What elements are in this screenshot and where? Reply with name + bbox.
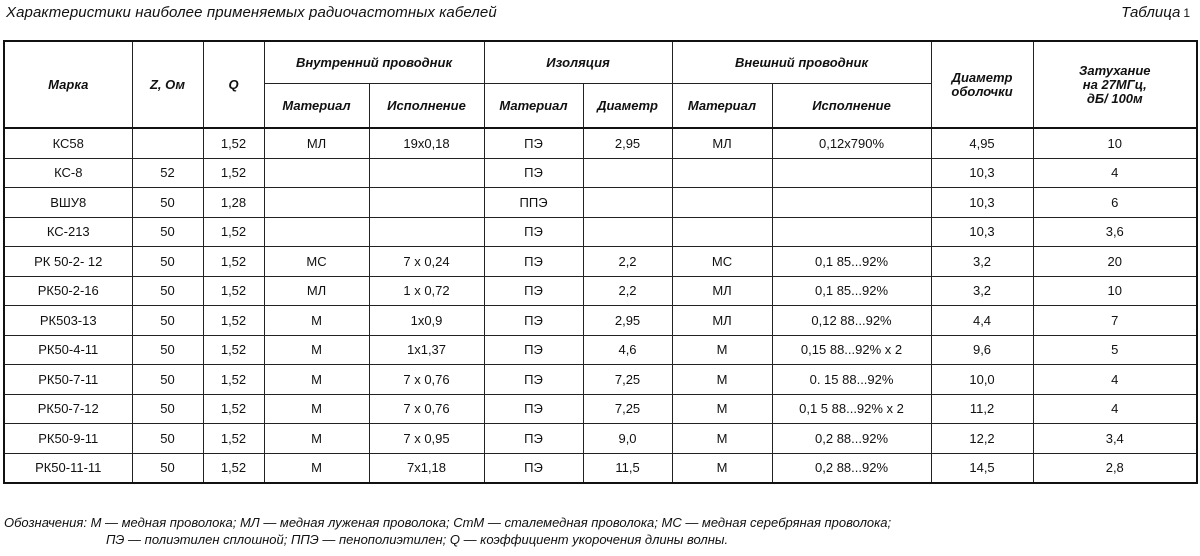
cell-q: 1,52 — [203, 365, 264, 395]
cell-insulation-material: ПЭ — [484, 365, 583, 395]
cell-insulation-material: ПЭ — [484, 158, 583, 188]
cell-inner-material: М — [264, 365, 369, 395]
header-q: Q — [203, 41, 264, 128]
cell-outer-execution — [772, 158, 931, 188]
table-row — [4, 306, 1197, 336]
table-label — [1121, 4, 1190, 21]
cell-sheath-diameter: 12,2 — [931, 424, 1033, 454]
table-number: 1 — [1183, 6, 1190, 20]
cell-insulation-diameter — [583, 188, 672, 218]
cell-marka: КС-213 — [4, 217, 132, 247]
table-row — [4, 158, 1197, 188]
cell-sheath-diameter: 14,5 — [931, 453, 1033, 483]
cell-inner-material: М — [264, 335, 369, 365]
cell-outer-execution: 0,2 88...92% — [772, 453, 931, 483]
cell-z: 50 — [132, 424, 203, 454]
cell-marka: РК50-4-11 — [4, 335, 132, 365]
cell-attenuation: 20 — [1033, 247, 1197, 277]
cell-outer-execution: 0,1 5 88...92% x 2 — [772, 394, 931, 424]
cell-outer-material: М — [672, 424, 772, 454]
cell-attenuation: 10 — [1033, 128, 1197, 158]
legend-line1: Обозначения: М — медная проволока; МЛ — медная луженая проволока; СтМ — сталемедная проволока; МС — медная серебряная проволока; — [4, 515, 892, 530]
cell-inner-execution: 1x1,37 — [369, 335, 484, 365]
cell-inner-execution: 1x0,9 — [369, 306, 484, 336]
cell-outer-execution: 0,2 88...92% — [772, 424, 931, 454]
table-header — [4, 41, 1197, 128]
cell-inner-execution: 7 x 0,76 — [369, 394, 484, 424]
cell-outer-execution: 0. 15 88...92% — [772, 365, 931, 395]
cell-insulation-material: ПЭ — [484, 128, 583, 158]
cell-inner-execution: 7 x 0,24 — [369, 247, 484, 277]
cell-z: 52 — [132, 158, 203, 188]
header-outer-conductor: Внешний проводник — [672, 41, 931, 84]
cell-attenuation: 6 — [1033, 188, 1197, 218]
table-body — [4, 128, 1197, 483]
cell-attenuation: 7 — [1033, 306, 1197, 336]
cell-insulation-material: ПЭ — [484, 394, 583, 424]
header-marka: Марка — [4, 41, 132, 128]
cell-q: 1,52 — [203, 453, 264, 483]
header-insulation-diameter: Диаметр — [583, 84, 672, 129]
cell-insulation-diameter: 2,95 — [583, 128, 672, 158]
cell-marka: РК50-7-11 — [4, 365, 132, 395]
cell-outer-material: М — [672, 394, 772, 424]
header-attenuation-line1: Затухание — [1079, 62, 1151, 78]
cell-inner-material: МЛ — [264, 128, 369, 158]
legend — [4, 514, 891, 548]
cell-outer-material: М — [672, 365, 772, 395]
header-inner-conductor: Внутренний проводник — [264, 41, 484, 84]
cell-inner-execution: 7x1,18 — [369, 453, 484, 483]
cell-marka: РК50-11-11 — [4, 453, 132, 483]
cell-sheath-diameter: 10,0 — [931, 365, 1033, 395]
cell-sheath-diameter: 3,2 — [931, 276, 1033, 306]
cell-q: 1,52 — [203, 217, 264, 247]
header-outer-execution: Исполнение — [772, 84, 931, 129]
cell-inner-material — [264, 188, 369, 218]
cell-z: 50 — [132, 335, 203, 365]
cell-marka: КС58 — [4, 128, 132, 158]
cell-attenuation: 5 — [1033, 335, 1197, 365]
table-row — [4, 335, 1197, 365]
cell-attenuation: 4 — [1033, 365, 1197, 395]
cell-sheath-diameter: 10,3 — [931, 158, 1033, 188]
cell-insulation-diameter: 9,0 — [583, 424, 672, 454]
cell-outer-material: М — [672, 453, 772, 483]
table-row — [4, 188, 1197, 218]
cell-inner-material: МС — [264, 247, 369, 277]
cell-attenuation: 2,8 — [1033, 453, 1197, 483]
header-sheath-diameter-line1: Диаметр — [951, 69, 1013, 85]
cell-insulation-material: ПЭ — [484, 247, 583, 277]
cell-marka: РК503-13 — [4, 306, 132, 336]
table-row — [4, 365, 1197, 395]
cell-q: 1,52 — [203, 128, 264, 158]
cell-marka: ВШУ8 — [4, 188, 132, 218]
cell-outer-material: МС — [672, 247, 772, 277]
cell-sheath-diameter: 9,6 — [931, 335, 1033, 365]
cell-z — [132, 128, 203, 158]
cell-inner-execution — [369, 217, 484, 247]
cell-insulation-material: ПЭ — [484, 424, 583, 454]
legend-line2: ПЭ — полиэтилен сплошной; ППЭ — пенополиэтилен; Q — коэффициент укорочения длины волны. — [106, 532, 729, 547]
cell-inner-execution: 1 x 0,72 — [369, 276, 484, 306]
cell-insulation-material: ПЭ — [484, 335, 583, 365]
cell-attenuation: 3,6 — [1033, 217, 1197, 247]
cell-sheath-diameter: 3,2 — [931, 247, 1033, 277]
cell-inner-execution: 19x0,18 — [369, 128, 484, 158]
cell-insulation-diameter: 7,25 — [583, 394, 672, 424]
cell-inner-execution: 7 x 0,95 — [369, 424, 484, 454]
cell-insulation-diameter: 7,25 — [583, 365, 672, 395]
header-attenuation-line3: дБ/ 100м — [1086, 90, 1143, 106]
cell-insulation-diameter: 4,6 — [583, 335, 672, 365]
cell-inner-material: М — [264, 306, 369, 336]
header-outer-material: Материал — [672, 84, 772, 129]
cell-q: 1,28 — [203, 188, 264, 218]
cell-z: 50 — [132, 394, 203, 424]
cell-q: 1,52 — [203, 158, 264, 188]
header-sheath-diameter-line2: оболочки — [951, 83, 1013, 99]
cell-insulation-diameter — [583, 217, 672, 247]
cell-inner-material: МЛ — [264, 276, 369, 306]
cell-outer-execution: 0,12x790% — [772, 128, 931, 158]
cell-inner-material: М — [264, 453, 369, 483]
header-z: Z, Ом — [132, 41, 203, 128]
cell-inner-material — [264, 217, 369, 247]
cell-outer-material: МЛ — [672, 128, 772, 158]
cell-attenuation: 4 — [1033, 158, 1197, 188]
cell-q: 1,52 — [203, 276, 264, 306]
cell-marka: РК50-2-16 — [4, 276, 132, 306]
cell-insulation-diameter — [583, 158, 672, 188]
table-row — [4, 247, 1197, 277]
cell-outer-material — [672, 158, 772, 188]
table-label-text: Таблица — [1121, 4, 1181, 21]
header-attenuation — [1033, 41, 1197, 128]
cell-inner-execution — [369, 158, 484, 188]
cell-insulation-diameter: 2,2 — [583, 247, 672, 277]
cell-outer-execution: 0,1 85...92% — [772, 247, 931, 277]
cell-sheath-diameter: 10,3 — [931, 188, 1033, 218]
cell-outer-material — [672, 217, 772, 247]
header-inner-material: Материал — [264, 84, 369, 129]
cell-outer-execution: 0,1 85...92% — [772, 276, 931, 306]
cell-marka: РК50-9-11 — [4, 424, 132, 454]
cable-table — [3, 40, 1198, 484]
cell-inner-execution: 7 x 0,76 — [369, 365, 484, 395]
table-row — [4, 453, 1197, 483]
table-row — [4, 276, 1197, 306]
cell-q: 1,52 — [203, 335, 264, 365]
cell-insulation-material: ПЭ — [484, 453, 583, 483]
header-inner-execution: Исполнение — [369, 84, 484, 129]
cell-attenuation: 4 — [1033, 394, 1197, 424]
cell-outer-material: М — [672, 335, 772, 365]
cell-outer-execution: 0,15 88...92% x 2 — [772, 335, 931, 365]
cell-insulation-material: ПЭ — [484, 306, 583, 336]
cell-sheath-diameter: 4,4 — [931, 306, 1033, 336]
cell-marka: РК 50-2- 12 — [4, 247, 132, 277]
cell-z: 50 — [132, 188, 203, 218]
cell-z: 50 — [132, 365, 203, 395]
cell-inner-material — [264, 158, 369, 188]
table-row — [4, 394, 1197, 424]
document-title: Характеристики наиболее применяемых радиочастотных кабелей — [6, 4, 497, 21]
cell-q: 1,52 — [203, 394, 264, 424]
cell-insulation-material: ПЭ — [484, 276, 583, 306]
cell-z: 50 — [132, 247, 203, 277]
cell-outer-material: МЛ — [672, 276, 772, 306]
header-insulation-material: Материал — [484, 84, 583, 129]
header-sheath-diameter — [931, 41, 1033, 128]
cell-insulation-diameter: 11,5 — [583, 453, 672, 483]
cell-inner-material: М — [264, 424, 369, 454]
cell-inner-execution — [369, 188, 484, 218]
cell-marka: КС-8 — [4, 158, 132, 188]
cell-q: 1,52 — [203, 247, 264, 277]
cell-attenuation: 3,4 — [1033, 424, 1197, 454]
cell-outer-execution — [772, 217, 931, 247]
cell-z: 50 — [132, 453, 203, 483]
cell-attenuation: 10 — [1033, 276, 1197, 306]
cell-outer-material: МЛ — [672, 306, 772, 336]
table-row — [4, 128, 1197, 158]
cell-outer-execution — [772, 188, 931, 218]
cell-inner-material: М — [264, 394, 369, 424]
cell-z: 50 — [132, 217, 203, 247]
header-insulation: Изоляция — [484, 41, 672, 84]
cell-sheath-diameter: 10,3 — [931, 217, 1033, 247]
cell-outer-execution: 0,12 88...92% — [772, 306, 931, 336]
cell-z: 50 — [132, 276, 203, 306]
cell-marka: РК50-7-12 — [4, 394, 132, 424]
cell-q: 1,52 — [203, 306, 264, 336]
cell-z: 50 — [132, 306, 203, 336]
cell-outer-material — [672, 188, 772, 218]
table-row — [4, 217, 1197, 247]
cell-insulation-diameter: 2,95 — [583, 306, 672, 336]
table-row — [4, 424, 1197, 454]
cell-sheath-diameter: 11,2 — [931, 394, 1033, 424]
header-attenuation-line2: на 27МГц, — [1082, 76, 1147, 92]
cell-q: 1,52 — [203, 424, 264, 454]
cell-insulation-material: ППЭ — [484, 188, 583, 218]
cell-sheath-diameter: 4,95 — [931, 128, 1033, 158]
cell-insulation-diameter: 2,2 — [583, 276, 672, 306]
cell-insulation-material: ПЭ — [484, 217, 583, 247]
